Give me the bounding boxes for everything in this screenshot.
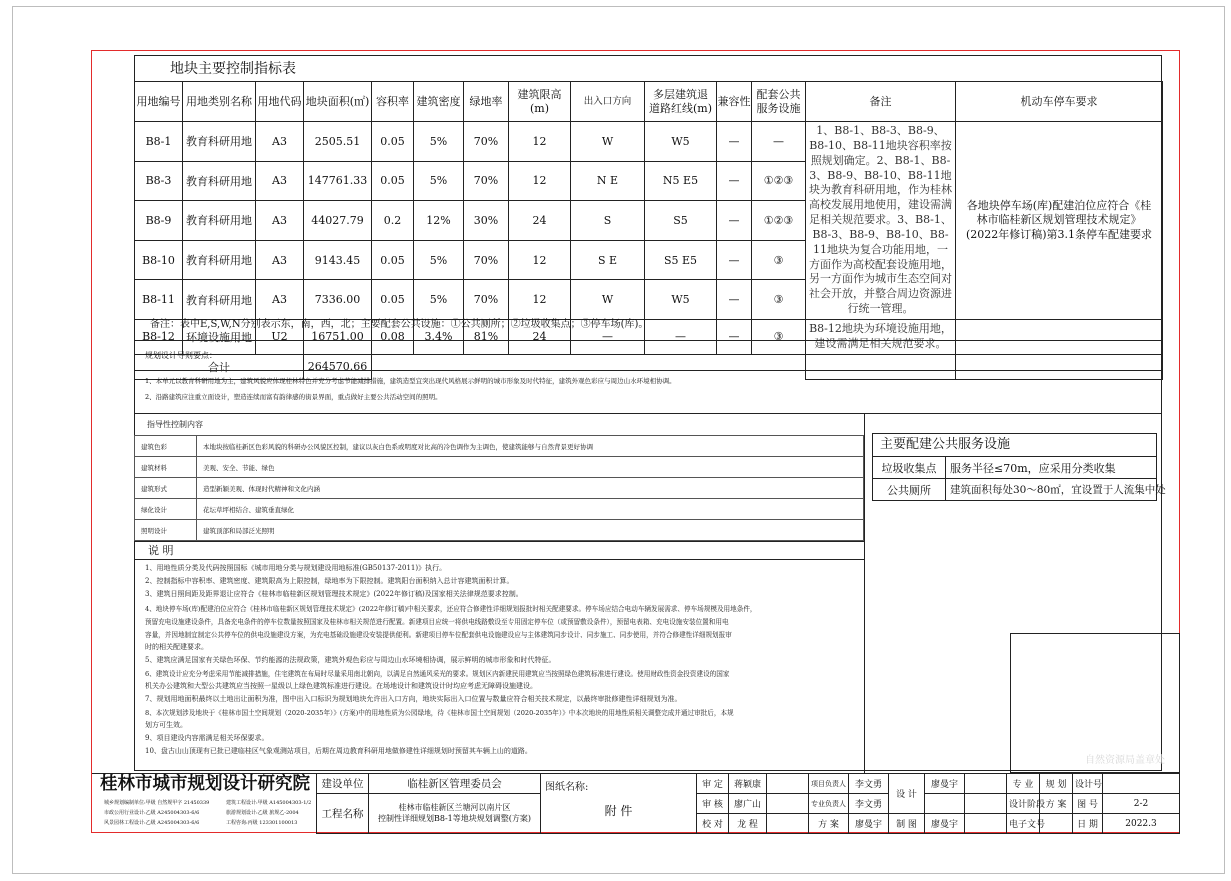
meta-key: 设计阶段 bbox=[1007, 794, 1040, 814]
explain-item: 2、控制指标中容积率、建筑密度、建筑限高为上限控制，绿地率为下限控制。建筑阳台面积纳入总计容建筑面积计算。 bbox=[145, 577, 514, 585]
institute-name: 桂林市城市规划设计研究院 bbox=[100, 774, 310, 794]
guidance-table bbox=[134, 435, 864, 541]
guide-value: 美观、安全、节能、绿色 bbox=[197, 457, 864, 478]
explain-item: 5、建筑应满足国家有关绿色环保、节约能源的法规政策，建筑外观色彩应与周边山水环境相协调，展示鲜明的城市形象和时代特征。 bbox=[145, 656, 556, 664]
cell-area: 7336.00 bbox=[304, 280, 372, 320]
cell-facility: — bbox=[752, 122, 806, 162]
cell-compat: — bbox=[717, 122, 752, 162]
table-header-row bbox=[135, 82, 1163, 122]
header-cell: 用地代码 bbox=[256, 82, 304, 122]
guide-value: 花坛草坪相结合、建筑垂直绿化 bbox=[197, 499, 864, 520]
cell-far: 0.05 bbox=[372, 161, 414, 201]
guide-key: 建筑材料 bbox=[135, 457, 197, 478]
header-cell bbox=[645, 82, 717, 122]
header-line: 多层建筑退 bbox=[653, 87, 708, 101]
role-name: 李文勇 bbox=[849, 774, 889, 794]
draw-label: 制 图 bbox=[889, 814, 925, 834]
drawing-value: 附 件 bbox=[604, 804, 633, 818]
cell-id: B8-12 bbox=[135, 319, 183, 354]
explain-item: 预留充电设施建设条件，具备充电条件的停车位数量按照国家及桂林市相关规范进行配置。新建项目应统一将供电线路敷设至专用固定停车位（或预留敷设条件），预留电表箱、充电设施安装位置和用电 bbox=[145, 618, 729, 626]
explain-item: 7、规划用地面积最终以土地出让面积为准，图中出入口标识为规划地块允许出入口方向，地块实际出入口位置与数量应符合相关技术规定，以最终审批修建性详细规划为准。 bbox=[145, 695, 682, 703]
meta-key: 电子文号 bbox=[1007, 814, 1040, 834]
empty-cell bbox=[956, 319, 1163, 354]
cell-area: 9143.45 bbox=[304, 240, 372, 280]
cell-area: 2505.51 bbox=[304, 122, 372, 162]
cell-compat: — bbox=[717, 201, 752, 241]
cell-area: 147761.33 bbox=[304, 161, 372, 201]
cell-type: 教育科研用地 bbox=[183, 201, 256, 241]
cell-facility: ①②③ bbox=[752, 201, 806, 241]
header-cell: 机动车停车要求 bbox=[956, 82, 1163, 122]
guide-row bbox=[135, 457, 864, 478]
cell-height: 12 bbox=[509, 161, 571, 201]
cell-code: A3 bbox=[256, 280, 304, 320]
parking-requirement: 各地块停车场(库)配建泊位应符合《桂林市临桂新区规划管理技术规定》(2022年修订稿)第3.1条停车配建要求 bbox=[956, 122, 1163, 320]
empty-cell bbox=[965, 774, 1007, 794]
explain-item: 10、盘古山山顶现有已批已建临桂区气象观测站项目，后期在周边教育科研用地做修建性详细规划时预留其车辆上山的道路。 bbox=[145, 747, 532, 755]
guide-key: 建筑形式 bbox=[135, 478, 197, 499]
cell-dir: S E bbox=[571, 240, 645, 280]
guide-key: 绿化设计 bbox=[135, 499, 197, 520]
unit-value: 临桂新区管理委员会 bbox=[369, 774, 541, 794]
control-heading: 指导性控制内容 bbox=[147, 420, 203, 429]
cell-area: 44027.79 bbox=[304, 201, 372, 241]
explain-item: 4、地块停车场(库)配建泊位应符合《桂林市临桂新区规划管理技术规定》(2022年修订稿)中相关要求，还应符合修建性详细规划报批时相关配建要求。停车场应结合电动车辆发展需求、停车场规模及用地条件， bbox=[145, 605, 757, 613]
header-cell: 用地类别名称 bbox=[183, 82, 256, 122]
guide-row bbox=[135, 520, 864, 541]
service-value: 服务半径≤70m，应采用分类收集 bbox=[946, 457, 1157, 479]
header-cell: 建筑密度 bbox=[414, 82, 464, 122]
project-label: 工程名称 bbox=[317, 794, 369, 834]
cell-facility: ③ bbox=[752, 319, 806, 354]
meta-value bbox=[1103, 774, 1180, 794]
services-box bbox=[872, 433, 1157, 501]
drawing-name-cell bbox=[541, 774, 697, 834]
cell-code: A3 bbox=[256, 161, 304, 201]
role-name: 龙 程 bbox=[729, 814, 767, 834]
empty-cell bbox=[956, 354, 1163, 379]
remark-cell-b8-12: B8-12地块为环境设施用地，建设需满足相关规范要求。 bbox=[806, 319, 956, 354]
role-label: 专业负责人 bbox=[809, 794, 849, 814]
service-value: 建筑面积每处30～80㎡，宜设置于人流集中处 bbox=[946, 479, 1157, 501]
cert-line: 建筑工程设计:甲级 A145004303-1/2 bbox=[226, 800, 312, 806]
divider bbox=[864, 413, 865, 541]
empty-cell bbox=[372, 354, 806, 379]
cell-density: 3.4% bbox=[414, 319, 464, 354]
header-line: 配套公共 bbox=[756, 87, 801, 101]
header-cell: 绿地率 bbox=[464, 82, 509, 122]
control-index-table bbox=[134, 81, 1163, 380]
divider bbox=[134, 370, 1162, 371]
total-label: 合计 bbox=[135, 354, 304, 379]
explain-item: 划方可生效。 bbox=[145, 721, 187, 729]
cell-dir: S bbox=[571, 201, 645, 241]
cell-height: 12 bbox=[509, 122, 571, 162]
cell-green: 30% bbox=[464, 201, 509, 241]
cell-code: A3 bbox=[256, 201, 304, 241]
cell-id: B8-11 bbox=[135, 280, 183, 320]
cell-dir: W bbox=[571, 122, 645, 162]
project-line: 控制性详细规划B8-1等地块规划调整(方案) bbox=[377, 813, 531, 823]
cert-line: 旅游规划设计:乙级 旅规乙-2004 bbox=[226, 810, 299, 816]
role-label: 审 核 bbox=[697, 794, 729, 814]
guide-value: 建筑顶部和局部泛光照明 bbox=[197, 520, 864, 541]
cert-line: 市政公用行业设计:乙级 A245004303-6/6 bbox=[104, 810, 200, 816]
cell-green: 81% bbox=[464, 319, 509, 354]
cell-facility: ③ bbox=[752, 280, 806, 320]
guide-key: 照明设计 bbox=[135, 520, 197, 541]
meta-value: 规 划 bbox=[1040, 774, 1073, 794]
cell-compat: — bbox=[717, 161, 752, 201]
meta-key: 日 期 bbox=[1073, 814, 1103, 834]
empty-cell bbox=[965, 794, 1007, 814]
cell-setback: S5 bbox=[645, 201, 717, 241]
cell-height: 12 bbox=[509, 280, 571, 320]
cell-height: 24 bbox=[509, 319, 571, 354]
header-cell: 出入口方向 bbox=[571, 82, 645, 122]
empty-cell bbox=[925, 794, 965, 814]
cell-area: 16751.00 bbox=[304, 319, 372, 354]
stamp-box bbox=[1010, 633, 1180, 773]
cell-far: 0.05 bbox=[372, 240, 414, 280]
guide-row bbox=[135, 499, 864, 520]
explain-item: 1、用地性质分类及代码按照国标《城市用地分类与规划建设用地标准(GB50137-2011)》执行。 bbox=[145, 564, 447, 572]
meta-value: 方 案 bbox=[1040, 794, 1073, 814]
services-title: 主要配建公共服务设施 bbox=[880, 437, 1011, 452]
role-name: 蒋颖康 bbox=[729, 774, 767, 794]
cell-type: 环境设施用地 bbox=[183, 319, 256, 354]
explain-heading: 说 明 bbox=[148, 544, 174, 557]
cell-setback: — bbox=[645, 319, 717, 354]
meta-value: 2-2 bbox=[1103, 794, 1180, 814]
empty-cell bbox=[767, 794, 809, 814]
explain-item: 时的相关配建要求。 bbox=[145, 643, 208, 651]
cert-line: 风景园林工程设计:乙级 A245004303-6/6 bbox=[104, 820, 200, 826]
cell-setback: S5 E5 bbox=[645, 240, 717, 280]
cell-id: B8-3 bbox=[135, 161, 183, 201]
guide-heading: 规划设计导则要点： bbox=[145, 351, 217, 360]
unit-label: 建设单位 bbox=[317, 774, 369, 794]
cell-type: 教育科研用地 bbox=[183, 240, 256, 280]
cell-dir: W bbox=[571, 280, 645, 320]
cell-code: A3 bbox=[256, 122, 304, 162]
cell-density: 5% bbox=[414, 161, 464, 201]
project-value bbox=[369, 794, 541, 834]
empty-cell bbox=[965, 814, 1007, 834]
guide-row bbox=[135, 478, 864, 499]
explain-item: 8、本次规划涉及地块于《桂林市国土空间规划（2020-2035年）》(方案)中的用地性质为公园绿地，待《桂林市国土空间规划（2020-2035年）》中本次地块的用地性质相关调整完成并通过审批后，本规 bbox=[145, 709, 734, 717]
design-label: 设 计 bbox=[889, 774, 925, 814]
cell-far: 0.05 bbox=[372, 280, 414, 320]
meta-key: 图 号 bbox=[1073, 794, 1103, 814]
total-row bbox=[135, 354, 1163, 379]
header-cell: 兼容性 bbox=[717, 82, 752, 122]
cert-line: 工程咨询:丙级 123301100013 bbox=[226, 820, 298, 826]
cell-setback: W5 bbox=[645, 280, 717, 320]
empty-cell bbox=[767, 774, 809, 794]
draw-name: 廖曼宇 bbox=[925, 814, 965, 834]
divider bbox=[134, 413, 1162, 414]
cell-far: 0.2 bbox=[372, 201, 414, 241]
cell-far: 0.08 bbox=[372, 319, 414, 354]
divider bbox=[134, 559, 864, 560]
role-name: 李文勇 bbox=[849, 794, 889, 814]
page-title: 地块主要控制指标表 bbox=[170, 61, 296, 77]
role-label: 项目负责人 bbox=[809, 774, 849, 794]
project-line: 桂林市临桂新区兰塘河以南片区 bbox=[398, 803, 511, 813]
cell-density: 12% bbox=[414, 201, 464, 241]
legend-note: 备注：表中E,S,W,N分别表示东，南，西，北；主要配套公共设施：①公共厕所；②垃圾收集点；③停车场(库)。 bbox=[150, 319, 649, 330]
cell-facility: ③ bbox=[752, 240, 806, 280]
cell-dir: — bbox=[571, 319, 645, 354]
explain-item: 9、项目建设内容需满足相关环保要求。 bbox=[145, 734, 269, 742]
role-name: 廖广山 bbox=[729, 794, 767, 814]
role-label: 校 对 bbox=[697, 814, 729, 834]
explain-item: 机关办公建筑和大型公共建筑应当按照一星级以上绿色建筑标准进行建设。在场地设计和建筑设计时均应考虑无障碍设施建设。 bbox=[145, 682, 537, 690]
header-cell bbox=[752, 82, 806, 122]
title-row bbox=[317, 794, 1180, 814]
cell-id: B8-10 bbox=[135, 240, 183, 280]
header-cell: 容积率 bbox=[372, 82, 414, 122]
cell-density: 5% bbox=[414, 122, 464, 162]
service-key: 垃圾收集点 bbox=[873, 457, 946, 479]
cell-code: U2 bbox=[256, 319, 304, 354]
role-name: 廖曼宇 bbox=[849, 814, 889, 834]
cell-code: A3 bbox=[256, 240, 304, 280]
guide-value: 造型新颖美观、体现时代精神和文化内涵 bbox=[197, 478, 864, 499]
explain-item: 容量，并因地制宜制定公共停车位的供电设施建设方案，为充电基础设施建设安装提供便利。新建项目停车位配套供电设施建设应与主体建筑同步设计、同步施工、同步使用，并符合修建性详细规划报审 bbox=[145, 631, 732, 639]
header-cell: 用地编号 bbox=[135, 82, 183, 122]
divider bbox=[134, 340, 1162, 341]
cell-type: 教育科研用地 bbox=[183, 280, 256, 320]
design-name: 廖曼宇 bbox=[925, 774, 965, 794]
cell-id: B8-9 bbox=[135, 201, 183, 241]
cell-green: 70% bbox=[464, 240, 509, 280]
cell-green: 70% bbox=[464, 122, 509, 162]
cell-dir: N E bbox=[571, 161, 645, 201]
remark-cell: 1、B8-1、B8-3、B8-9、B8-10、B8-11地块容积率按照规划确定。2、B8-1、B8-3、B8-9、B8-10、B8-11地块为教育科研用地，作为桂林高校发展用地使用，建设需满足相关规范要求。3、B8-1、B8-3、B8-9、B8-10、B8-11地块为复合功能用地，一方面作为高校配套设施用地，另一方面作为城市生态空间对社会开放，并整合周边资源进行统一管理。 bbox=[806, 122, 956, 320]
cell-setback: W5 bbox=[645, 122, 717, 162]
cell-facility: ①②③ bbox=[752, 161, 806, 201]
role-label: 审 定 bbox=[697, 774, 729, 794]
cell-compat: — bbox=[717, 240, 752, 280]
cell-green: 70% bbox=[464, 161, 509, 201]
guide-value: 本地块按临桂新区色彩风貌的科研办公风貌区控制，建议以灰白色系或明度对比高的冷色调作为主调色，使建筑能够与自然背景更好协调 bbox=[197, 436, 864, 457]
divider bbox=[134, 541, 864, 542]
total-area: 264570.66 bbox=[304, 354, 372, 379]
stamp-label: 自然资源局盖章处 bbox=[1085, 755, 1165, 766]
header-line: 道路红线(m) bbox=[648, 101, 712, 115]
cell-id: B8-1 bbox=[135, 122, 183, 162]
guide-key: 建筑色彩 bbox=[135, 436, 197, 457]
guide-item: 2、沿路建筑应注重立面设计，塑造连续而富有韵律感的街景界面，重点做好主要公共活动空间的照明。 bbox=[145, 393, 442, 401]
header-cell: 备注 bbox=[806, 82, 956, 122]
title-row bbox=[317, 774, 1180, 794]
cell-green: 70% bbox=[464, 280, 509, 320]
cell-setback: N5 E5 bbox=[645, 161, 717, 201]
cell-density: 5% bbox=[414, 240, 464, 280]
drawing-label: 图纸名称: bbox=[545, 782, 589, 793]
cell-height: 24 bbox=[509, 201, 571, 241]
empty-cell bbox=[806, 354, 956, 379]
title-block-table bbox=[316, 773, 1180, 834]
header-cell: 地块面积(㎡) bbox=[304, 82, 372, 122]
header-cell: 建筑限高(m) bbox=[509, 82, 571, 122]
cert-line: 城乡规划编制单位:甲级 自然规甲字 21450339 bbox=[104, 800, 210, 806]
guide-item: 1、本单元以教育科研用地为主，建筑风貌应体现桂林特色并充分考虑节能减排措施，建筑造型宜突出现代风格展示鲜明的城市形象及时代特征，建筑外观色彩应与周边山水环境相协调。 bbox=[145, 377, 676, 385]
cell-far: 0.05 bbox=[372, 122, 414, 162]
cell-height: 12 bbox=[509, 240, 571, 280]
meta-value: 2022.3 bbox=[1103, 814, 1180, 834]
cell-type: 教育科研用地 bbox=[183, 122, 256, 162]
divider bbox=[864, 541, 865, 773]
cell-density: 5% bbox=[414, 280, 464, 320]
service-key: 公共厕所 bbox=[873, 479, 946, 501]
cell-type: 教育科研用地 bbox=[183, 161, 256, 201]
explain-item: 3、建筑日照间距及距界退让应符合《桂林市临桂新区规划管理技术规定》(2022年修订稿)及国家相关法律规范要求控制。 bbox=[145, 590, 523, 598]
role-label: 方 案 bbox=[809, 814, 849, 834]
cell-compat: — bbox=[717, 280, 752, 320]
explain-item: 6、建筑设计应充分考虑采用节能减排措施，住宅建筑在布局时尽量采用南北朝向，以满足自然通风采光的要求。规划区内新建民用建筑应当按照绿色建筑标准进行建设。使用财政性资金投资建设的国家 bbox=[145, 670, 730, 678]
table-row bbox=[135, 122, 1163, 162]
cell-compat: — bbox=[717, 319, 752, 354]
meta-key: 专 业 bbox=[1007, 774, 1040, 794]
empty-cell bbox=[767, 814, 809, 834]
meta-key: 设计号 bbox=[1073, 774, 1103, 794]
header-line: 服务设施 bbox=[756, 101, 801, 115]
guide-row bbox=[135, 436, 864, 457]
